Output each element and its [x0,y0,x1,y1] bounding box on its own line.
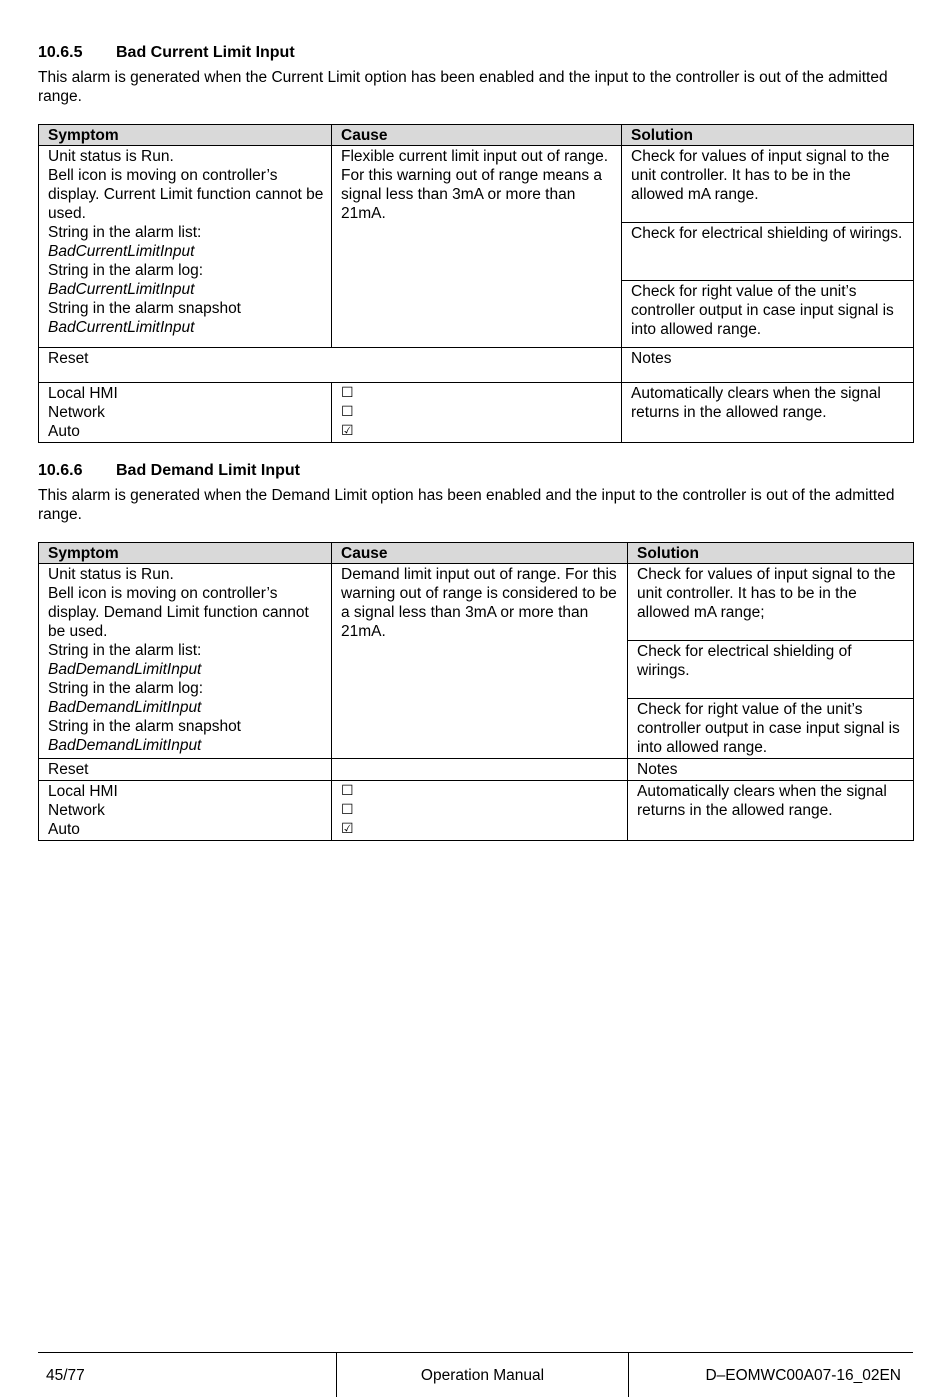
symptom-cell [39,564,332,759]
reset-option-auto: Auto [48,821,80,838]
alarm-snapshot-value: BadCurrentLimitInput [48,319,195,336]
reset-options-row [39,781,914,841]
alarm-list-label: String in the alarm list: [48,224,202,241]
reset-empty-cell [332,759,628,781]
symptom-description: Bell icon is moving on controller’s display. Current Limit function cannot be used. [48,167,324,222]
section-title: Bad Demand Limit Input [116,462,300,479]
alarm-table [38,542,914,841]
cause-header: Cause [332,125,622,146]
symptom-status: Unit status is Run. [48,148,174,165]
solution-cell: Check for electrical shielding of wirings. [628,641,914,699]
table-header-row [39,543,914,564]
checkbox-unchecked-icon: ☐ [341,404,354,420]
alarm-snapshot-label: String in the alarm snapshot [48,300,241,317]
reset-option-local-hmi: Local HMI [48,385,118,402]
notes-cell: Automatically clears when the signal returns in the allowed range. [628,781,914,841]
reset-option-network: Network [48,404,105,421]
section-intro: This alarm is generated when the Demand Limit option has been enabled and the input to the controller is out of the admitted range. [38,487,895,523]
reset-options-row [39,383,914,443]
checkbox-checked-icon: ☑ [341,423,354,439]
section-bad-demand-limit [38,461,913,841]
section-bad-current-limit [38,43,913,443]
section-heading [38,461,913,481]
table-row [39,564,914,641]
reset-label: Reset [39,759,332,781]
section-title: Bad Current Limit Input [116,44,295,61]
section-heading [38,43,913,63]
symptom-status: Unit status is Run. [48,566,174,583]
reset-checks-cell [332,781,628,841]
alarm-log-value: BadDemandLimitInput [48,699,202,716]
cause-header: Cause [332,543,628,564]
cause-cell: Flexible current limit input out of range. For this warning out of range means a signal less than 3mA or more than 21mA. [332,146,622,348]
page-footer [38,1352,913,1397]
section-number: 10.6.6 [38,462,83,479]
notes-label: Notes [628,759,914,781]
symptom-header: Symptom [39,125,332,146]
reset-option-network: Network [48,802,105,819]
reset-options-cell [39,781,332,841]
checkbox-unchecked-icon: ☐ [341,385,354,401]
document-type: Operation Manual [337,1353,629,1397]
reset-options-cell [39,383,332,443]
reset-option-auto: Auto [48,423,80,440]
alarm-log-label: String in the alarm log: [48,262,204,279]
solution-cell: Check for values of input signal to the unit controller. It has to be in the allowed mA range; [628,564,914,641]
checkbox-unchecked-icon: ☐ [341,802,354,818]
reset-header-row [39,348,914,383]
reset-option-local-hmi: Local HMI [48,783,118,800]
table-header-row [39,125,914,146]
solution-header: Solution [622,125,914,146]
reset-header-row [39,759,914,781]
notes-cell: Automatically clears when the signal returns in the allowed range. [622,383,914,443]
alarm-list-value: BadCurrentLimitInput [48,243,195,260]
section-number: 10.6.5 [38,44,83,61]
alarm-log-label: String in the alarm log: [48,680,204,697]
symptom-description: Bell icon is moving on controller’s display. Demand Limit function cannot be used. [48,585,309,640]
solution-cell: Check for right value of the unit’s controller output in case input signal is into allowed range. [628,699,914,759]
alarm-snapshot-label: String in the alarm snapshot [48,718,241,735]
solution-cell: Check for right value of the unit’s controller output in case input signal is into allowed range. [622,281,914,348]
alarm-list-value: BadDemandLimitInput [48,661,202,678]
solution-cell: Check for electrical shielding of wirings. [622,223,914,281]
table-row [39,146,914,223]
cause-cell: Demand limit input out of range. For this warning out of range is considered to be a signal less than 3mA or more than 21mA. [332,564,628,759]
reset-label: Reset [39,348,622,383]
alarm-log-value: BadCurrentLimitInput [48,281,195,298]
document-code: D–EOMWC00A07-16_02EN [705,1367,901,1384]
checkbox-unchecked-icon: ☐ [341,783,354,799]
symptom-header: Symptom [39,543,332,564]
alarm-list-label: String in the alarm list: [48,642,202,659]
alarm-snapshot-value: BadDemandLimitInput [48,737,202,754]
symptom-cell [39,146,332,348]
notes-label: Notes [622,348,914,383]
section-intro: This alarm is generated when the Current Limit option has been enabled and the input to the controller is out of the admitted range. [38,69,888,105]
checkbox-checked-icon: ☑ [341,821,354,837]
solution-cell: Check for values of input signal to the unit controller. It has to be in the allowed mA range. [622,146,914,223]
solution-header: Solution [628,543,914,564]
alarm-table [38,124,914,443]
page-number: 45/77 [38,1353,337,1397]
reset-checks-cell [332,383,622,443]
